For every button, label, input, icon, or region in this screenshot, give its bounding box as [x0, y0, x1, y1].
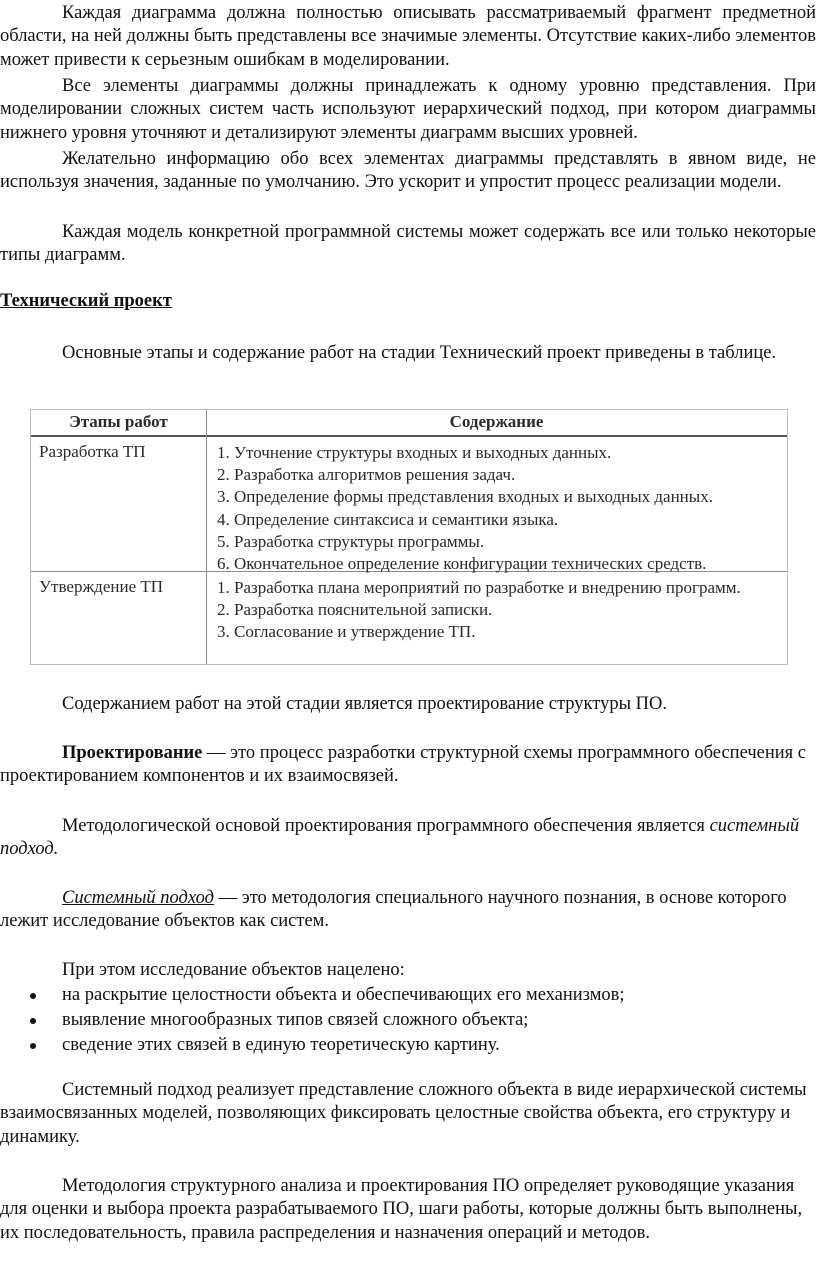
list-item [0, 1033, 816, 1058]
bullet-icon [30, 1018, 36, 1024]
paragraph-model-types: Каждая модель конкретной программной системы может содержать все или только некоторые типы диаграмм. [0, 222, 816, 266]
paragraph-system-approach [0, 887, 816, 934]
table-cell-step: 4. Определение синтаксиса и семантики языка. [217, 509, 559, 529]
table-row-stage: Разработка ТП [39, 442, 146, 461]
research-goals-list [0, 983, 816, 1059]
paragraph-method-basis [0, 815, 816, 862]
table-header [31, 410, 787, 437]
term-system-approach: системный подход. [0, 816, 800, 860]
list-item [0, 1008, 816, 1033]
stages-table [30, 409, 788, 665]
list-item-text: на раскрытие целостности объекта и обеспечивающих его механизмов; [62, 985, 625, 1005]
list-item-text: выявление многообразных типов связей сложного объекта; [62, 1010, 529, 1031]
list-item [0, 983, 816, 1008]
section-heading: Технический проект [0, 291, 172, 311]
paragraph-research-intro: При этом исследование объектов нацелено: [62, 960, 405, 980]
method-basis-text: Методологической основой проектирования программного обеспечения является [62, 816, 710, 836]
design-definition-text: — это процесс разработки структурной схемы программного обеспечения с проектированием компонентов и их взаимосвязей. [0, 743, 806, 787]
system-approach-text: — это методология специального научного познания, в основе которого лежит исследование объектов как систем. [0, 888, 787, 932]
column-header-content: Содержание [449, 412, 544, 431]
table-cell-step: 3. Согласование и утверждение ТП. [217, 622, 476, 642]
table-cell-step: 2. Разработка пояснительной записки. [217, 600, 493, 620]
table-cell-step: 1. Уточнение структуры входных и выходных данных. [217, 443, 612, 462]
table-row-steps [217, 577, 779, 644]
paragraph-design-definition [0, 742, 816, 789]
paragraph-explicit-info: Желательно информацию обо всех элементах диаграммы представлять в явном виде, не используя значения, заданные по умолчанию. Это ускорит и упростит процесс реализации модели. [0, 149, 816, 193]
bullet-icon [30, 993, 36, 999]
paragraph-content: Содержанием работ на этой стадии является проектирование структуры ПО. [62, 694, 667, 714]
table-cell-step: 3. Определение формы представления входных и выходных данных. [217, 487, 713, 507]
table-cell-step: 6. Окончательное определение конфигурации технических средств. [217, 554, 707, 574]
list-item-text: сведение этих связей в единую теоретическую картину. [62, 1035, 500, 1056]
table-cell-step: 1. Разработка плана мероприятий по разработке и внедрению программ. [217, 578, 741, 597]
paragraph-diagram-completeness: Каждая диаграмма должна полностью описывать рассматриваемый фрагмент предметной области, на ней должны быть представлены все значимые элементы. Отсутствие каких-либо элементов может привести к серьезным ошибкам в моделировании. [0, 3, 816, 70]
column-header-stage: Этапы работ [69, 412, 168, 431]
table-row-stage: Утверждение ТП [39, 577, 164, 596]
term-system-approach-definition: Системный подход [62, 888, 215, 908]
term-design: Проектирование [62, 743, 203, 763]
table-cell-step: 5. Разработка структуры программы. [217, 531, 485, 551]
paragraph-table-intro: Основные этапы и содержание работ на стадии Технический проект приведены в таблице. [62, 343, 777, 363]
paragraph-methodology: Методология структурного анализа и проектирования ПО определяет руководящие указания для оценки и выбора проекта разрабатываемого ПО, шаги работы, которые должны быть выполнены, их последовательность, правила распределения и назначения операций и методов. [0, 1176, 803, 1243]
paragraph-diagram-level: Все элементы диаграммы должны принадлежать к одному уровню представления. При моделировании сложных систем часть используют иерархический подход, при котором диаграммы нижнего уровня уточняют и детализируют элементы диаграмм высших уровней. [0, 76, 816, 143]
paragraph-system-realizes: Системный подход реализует представление сложного объекта в виде иерархической системы взаимосвязанных моделей, позволяющих фиксировать целостные свойства объекта, его структуру и динамику. [0, 1080, 807, 1147]
bullet-icon [30, 1043, 36, 1049]
table-column-divider [206, 410, 207, 664]
table-cell-step: 2. Разработка алгоритмов решения задач. [217, 465, 516, 485]
table-row-steps [217, 442, 779, 575]
